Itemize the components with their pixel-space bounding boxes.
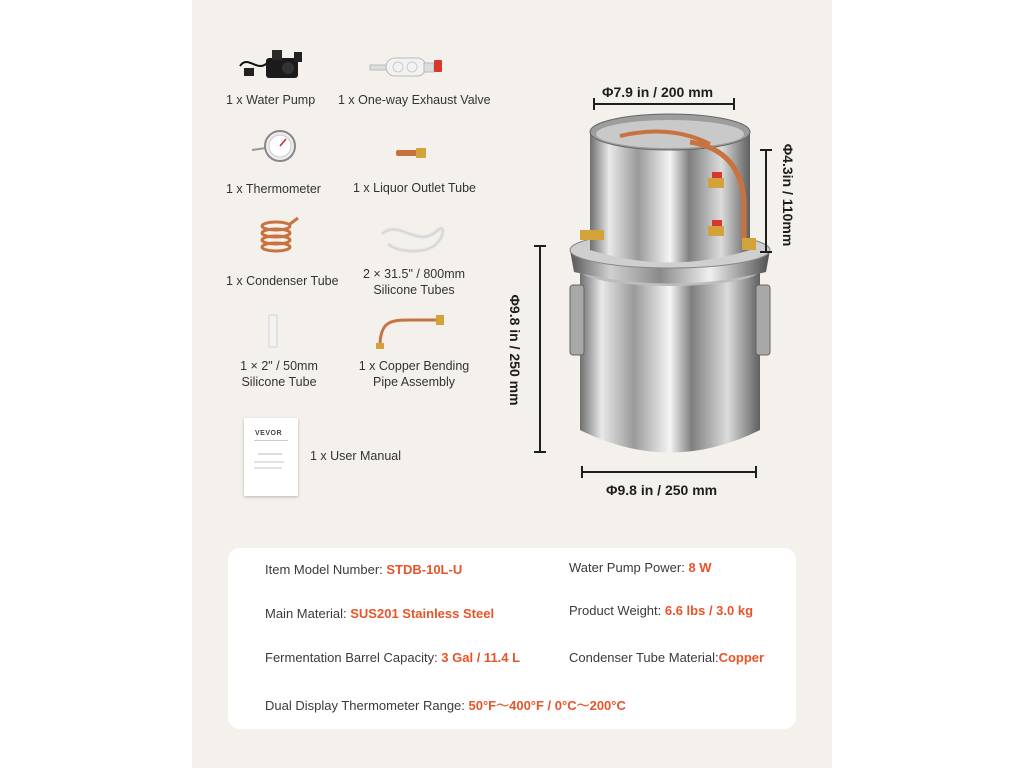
copper-pipe-line2: Pipe Assembly — [373, 375, 455, 389]
accessory-label-condenser-tube: 1 x Condenser Tube — [226, 274, 339, 288]
accessory-label-exhaust-valve: 1 x One-way Exhaust Valve — [338, 93, 491, 107]
liquor-outlet-tube-icon — [394, 144, 428, 162]
manual-brand: VEVOR — [255, 430, 283, 437]
silicone-tubes-name: Silicone Tubes — [373, 283, 455, 297]
exhaust-valve-icon — [366, 54, 446, 80]
spec-pump-power — [569, 560, 712, 575]
copper-bending-pipe-icon — [372, 310, 448, 350]
spec-condenser-material — [569, 650, 764, 665]
spec-value: STDB-10L-U — [386, 562, 463, 577]
spec-value: Copper — [718, 650, 765, 665]
accessory-label-copper-bending-pipe — [352, 358, 476, 390]
silicone-tubes-size: 2 × 31.5" / 800mm — [362, 267, 466, 281]
spec-barrel-capacity — [265, 650, 520, 665]
top-height-label: Φ4.3in / 110mm — [780, 143, 796, 247]
accessory-label-liquor-outlet-tube: 1 x Liquor Outlet Tube — [353, 181, 476, 195]
user-manual-icon — [244, 418, 298, 496]
spec-value: 3 Gal / 11.4 L — [441, 650, 521, 665]
condenser-tube-icon — [254, 214, 302, 258]
silicone-tube-size: 1 × 2" / 50mm — [240, 359, 318, 373]
spec-thermometer-range — [265, 695, 626, 714]
copper-pipe-line1: 1 x Copper Bending — [358, 359, 470, 373]
spec-model-number — [265, 562, 462, 577]
top-diameter-label: Φ7.9 in / 200 mm — [602, 84, 714, 100]
accessory-label-silicone-tube — [226, 358, 332, 390]
accessory-label-thermometer: 1 x Thermometer — [226, 182, 321, 196]
accessory-label-silicone-tubes — [356, 266, 472, 298]
spec-label: Fermentation Barrel Capacity: — [265, 650, 442, 665]
spec-label: Dual Display Thermometer Range: — [265, 698, 469, 713]
dimension-lines — [500, 90, 790, 490]
accessory-label-water-pump: 1 x Water Pump — [226, 93, 316, 107]
spec-product-weight — [569, 603, 753, 618]
spec-label: Item Model Number: — [265, 562, 387, 577]
spec-value: 6.6 lbs / 3.0 kg — [664, 603, 754, 618]
silicone-tube-name: Silicone Tube — [241, 375, 317, 389]
spec-label: Main Material: — [265, 606, 351, 621]
silicone-tubes-icon — [378, 216, 448, 258]
spec-label: Water Pump Power: — [569, 560, 689, 575]
spec-value: 50°F～400°F / 0°C～200°C — [468, 698, 626, 713]
spec-label: Condenser Tube Material: — [569, 650, 719, 665]
water-pump-icon — [238, 44, 308, 84]
bottom-diameter-label: Φ9.8 in / 250 mm — [606, 482, 718, 498]
spec-value: 8 W — [688, 560, 712, 575]
thermometer-icon — [250, 128, 300, 168]
spec-value: SUS201 Stainless Steel — [350, 606, 495, 621]
barrel-height-label: Φ9.8 in / 250 mm — [507, 294, 523, 406]
spec-main-material — [265, 606, 494, 621]
accessory-label-user-manual: 1 x User Manual — [310, 449, 402, 463]
spec-label: Product Weight: — [569, 603, 665, 618]
silicone-tube-icon — [266, 313, 280, 349]
